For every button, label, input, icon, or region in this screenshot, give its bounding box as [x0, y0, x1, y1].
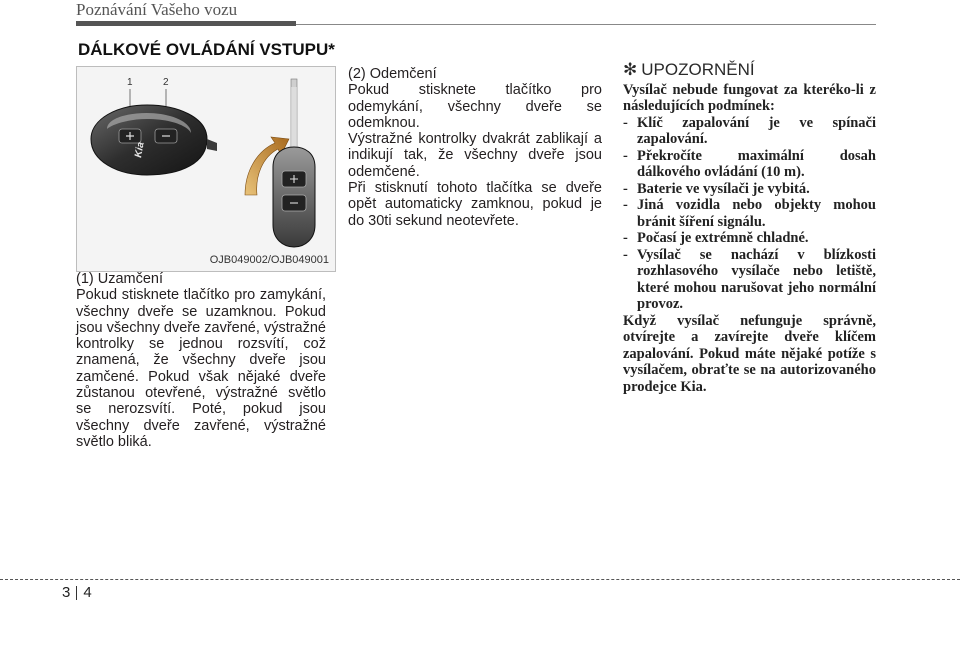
- note-title-text: UPOZORNĚNÍ: [641, 60, 755, 79]
- list-item: - Překročíte maximální dosah dálkového ovládání (10 m).: [623, 147, 876, 180]
- list-item: - Baterie ve vysílači je vybitá.: [623, 180, 810, 197]
- unlock-text-3: Při stisknutí tohoto tlačítka se dveře opět automaticky zamknou, pokud je do 30ti sekund neotevřete.: [348, 180, 602, 229]
- key-fob-figure: [76, 66, 336, 272]
- opened-key-fob: [273, 79, 315, 247]
- unlock-section: [348, 66, 602, 229]
- list-item: - Jiná vozidla nebo objekty mohou bránit šíření signálu.: [623, 197, 876, 230]
- running-header: Poznávání Vašeho vozu: [76, 0, 238, 19]
- note-conditions-list: [623, 115, 876, 313]
- lock-heading: (1) Uzamčení: [76, 271, 164, 287]
- page-number: [62, 584, 92, 601]
- page-number-separator: [76, 586, 77, 600]
- note-title: [623, 62, 876, 79]
- key-fob-illustration: [77, 67, 335, 271]
- unlock-text-1: Pokud stisknete tlačítko pro odemykání, všechny dveře se odemknou.: [348, 82, 602, 131]
- svg-text:Kia: Kia: [133, 141, 147, 159]
- page-number-value: 4: [83, 584, 92, 601]
- figure-code: OJB049002/OJB049001: [209, 254, 329, 266]
- header-rule: [296, 24, 876, 25]
- list-item: - Počasí je extrémně chladné.: [623, 230, 809, 246]
- folded-key-fob: [91, 105, 217, 175]
- note-outro: Když vysílač nefunguje správně, otvírejte a zavírejte dveře klíčem zapalování. Pokud máte nějaké potíže s vysílačem, obraťte se na autorizovaného prodejce Kia.: [623, 312, 876, 395]
- lock-text: Pokud stisknete tlačítko pro zamykání, všechny dveře se uzamknou. Pokud jsou všechny dveře zavřené, výstražné kontrolky se jednou rozsvítí, což znamená, že všechny dveře jsou zamčené. Pokud však nějaké dveře zůstanou otevřené, výstražné světlo se nerozsvítí. Poté, pokud jsou všechny dveře zavřené, výstražné světlo bliká.: [76, 287, 326, 450]
- asterisk-icon: ✻: [623, 60, 638, 79]
- section-title: DÁLKOVÉ OVLÁDÁNÍ VSTUPU*: [78, 40, 335, 59]
- lock-section: [76, 271, 326, 450]
- caution-note: [623, 62, 876, 395]
- unlock-text-2: Výstražné kontrolky dvakrát zablikají a indikují tak, že všechny dveře jsou odemčené.: [348, 131, 602, 180]
- header-bar: [76, 21, 296, 26]
- list-item: - Vysílač se nachází v blízkosti rozhlasového vysílače nebo letiště, které mohou narušovat jeho normální provoz.: [623, 246, 876, 312]
- callout-1: 1: [127, 77, 133, 88]
- chapter-number: 3: [62, 584, 71, 601]
- unlock-heading: (2) Odemčení: [348, 66, 437, 82]
- callout-2: 2: [163, 77, 169, 88]
- note-intro: Vysílač nebude fungovat za kteréko-li z následujících podmínek:: [623, 81, 876, 114]
- list-item: - Klíč zapalování je ve spínači zapalování.: [623, 114, 876, 147]
- footer-rule: [0, 579, 960, 580]
